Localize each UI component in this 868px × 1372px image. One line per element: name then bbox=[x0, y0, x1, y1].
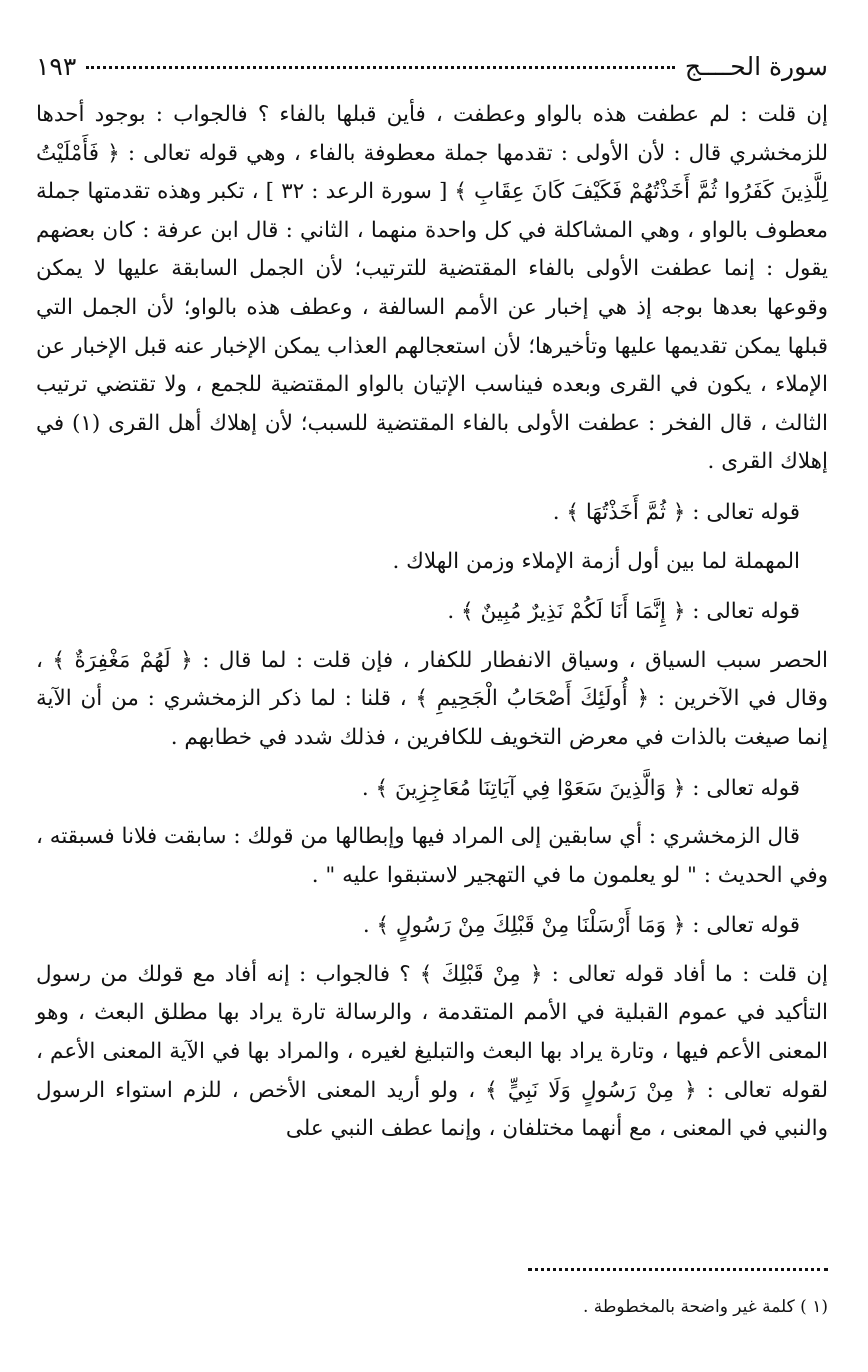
verse-heading: قوله تعالى : ﴿ إِنَّمَا أَنَا لَكُمْ نَذِيرٌ مُبِينٌ ﴾ . bbox=[447, 599, 800, 625]
paragraph: المهملة لما بين أول أزمة الإملاء وزمن الهلاك . bbox=[392, 548, 800, 574]
footnotes bbox=[36, 1268, 828, 1321]
page-body bbox=[36, 96, 828, 1149]
footnote-text: (١ ) كلمة غير واضحة بالمخطوطة . bbox=[582, 1297, 828, 1317]
page-number: ١٩٣ bbox=[36, 52, 77, 81]
verse-heading: قوله تعالى : ﴿ وَمَا أَرْسَلْنَا مِنْ قَبْلِكَ مِنْ رَسُولٍ ﴾ . bbox=[362, 913, 800, 939]
verse-heading: قوله تعالى : ﴿ ثُمَّ أَخَذْتُهَا ﴾ . bbox=[552, 499, 800, 525]
paragraph: إن قلت : ما أفاد قوله تعالى : ﴿ مِنْ قَبْلِكَ ﴾ ؟ فالجواب : إنه أفاد مع قولك من رسول التأكيد في عموم القبلية في الأمم المتقدمة ، والرسالة تارة يراد بها مطلق البعث ، وهو المعنى الأعم فيها ، وتارة يراد بها البعث والتبليغ لغيره ، والمراد بها في الآية المعنى الأعم ، لقوله تعالى : ﴿ مِنْ رَسُولٍ وَلَا نَبِيٍّ ﴾ ، ولو أريد المعنى الأخص ، للزم استواء الرسول والنبي في المعنى ، مع أنهما مختلفان ، وإنما عطف النبي على bbox=[36, 961, 828, 1142]
paragraph: إن قلت : لم عطفت هذه بالواو وعطفت ، فأين قبلها بالفاء ؟ فالجواب : بوجود أحدها للزمخشري قال : لأن الأولى : تقدمها جملة معطوفة بالفاء ، وهي قوله تعالى : ﴿ فَأَمْلَيْتُ لِلَّذِينَ كَفَرُوا ثُمَّ أَخَذْتُهُمْ فَكَيْفَ كَانَ عِقَابِ ﴾ [ سورة الرعد : ٣٢ ] ، تكبر وهذه تقدمتها جملة معطوف بالواو ، وهي المشاكلة في كل واحدة منهما ، الثاني : قال ابن عرفة : كان بعضهم يقول : إنما عطفت الأولى بالفاء المقتضية للترتيب؛ لأن الجمل السابقة عليها لا يمكن وقوعها بعدها بوجه إذ هي إخبار عن الأمم السالفة ، وعطف هذه بالواو؛ لأن الجمل التي قبلها يمكن تقديمها عليها وتأخيرها؛ لأن استعجالهم العذاب يمكن الإخبار عنه قبل الإخبار عن الإملاء ، يكون في القرى وبعده فيناسب الإتيان بالواو المقتضية للجمع ، ولا تقتضي ترتيب الثالث ، قال الفخر : عطفت الأولى بالفاء المقتضية للسبب؛ لأن إهلاك أهل القرى (١) في إهلاك القرى . bbox=[36, 102, 828, 475]
running-header bbox=[36, 52, 828, 96]
footnote-dotted-rule bbox=[528, 1268, 828, 1271]
paragraph: قال الزمخشري : أي سابقين إلى المراد فيها وإبطالها من قولك : سابقت فلانا فسبقته ، وفي الحديث : " لو يعلمون ما في التهجير لاستبقوا عليه " . bbox=[36, 824, 828, 888]
surah-title: سورة الحــــج bbox=[684, 52, 828, 81]
paragraph: الحصر سبب السياق ، وسياق الانفطار للكفار ، فإن قلت : لما قال : ﴿ لَهُمْ مَغْفِرَةٌ ﴾ ، وقال في الآخرين : ﴿ أُولَئِكَ أَصْحَابُ الْجَحِيمِ ﴾ ، قلنا : لما ذكر الزمخشري : من أن الآية إنما صيغت بالذات في معرض التخويف للكافرين ، فذلك شدد في خطابهم . bbox=[36, 647, 828, 750]
header-dotted-rule bbox=[86, 66, 675, 69]
verse-heading: قوله تعالى : ﴿ وَالَّذِينَ سَعَوْا فِي آيَاتِنَا مُعَاجِزِينَ ﴾ . bbox=[361, 775, 800, 801]
